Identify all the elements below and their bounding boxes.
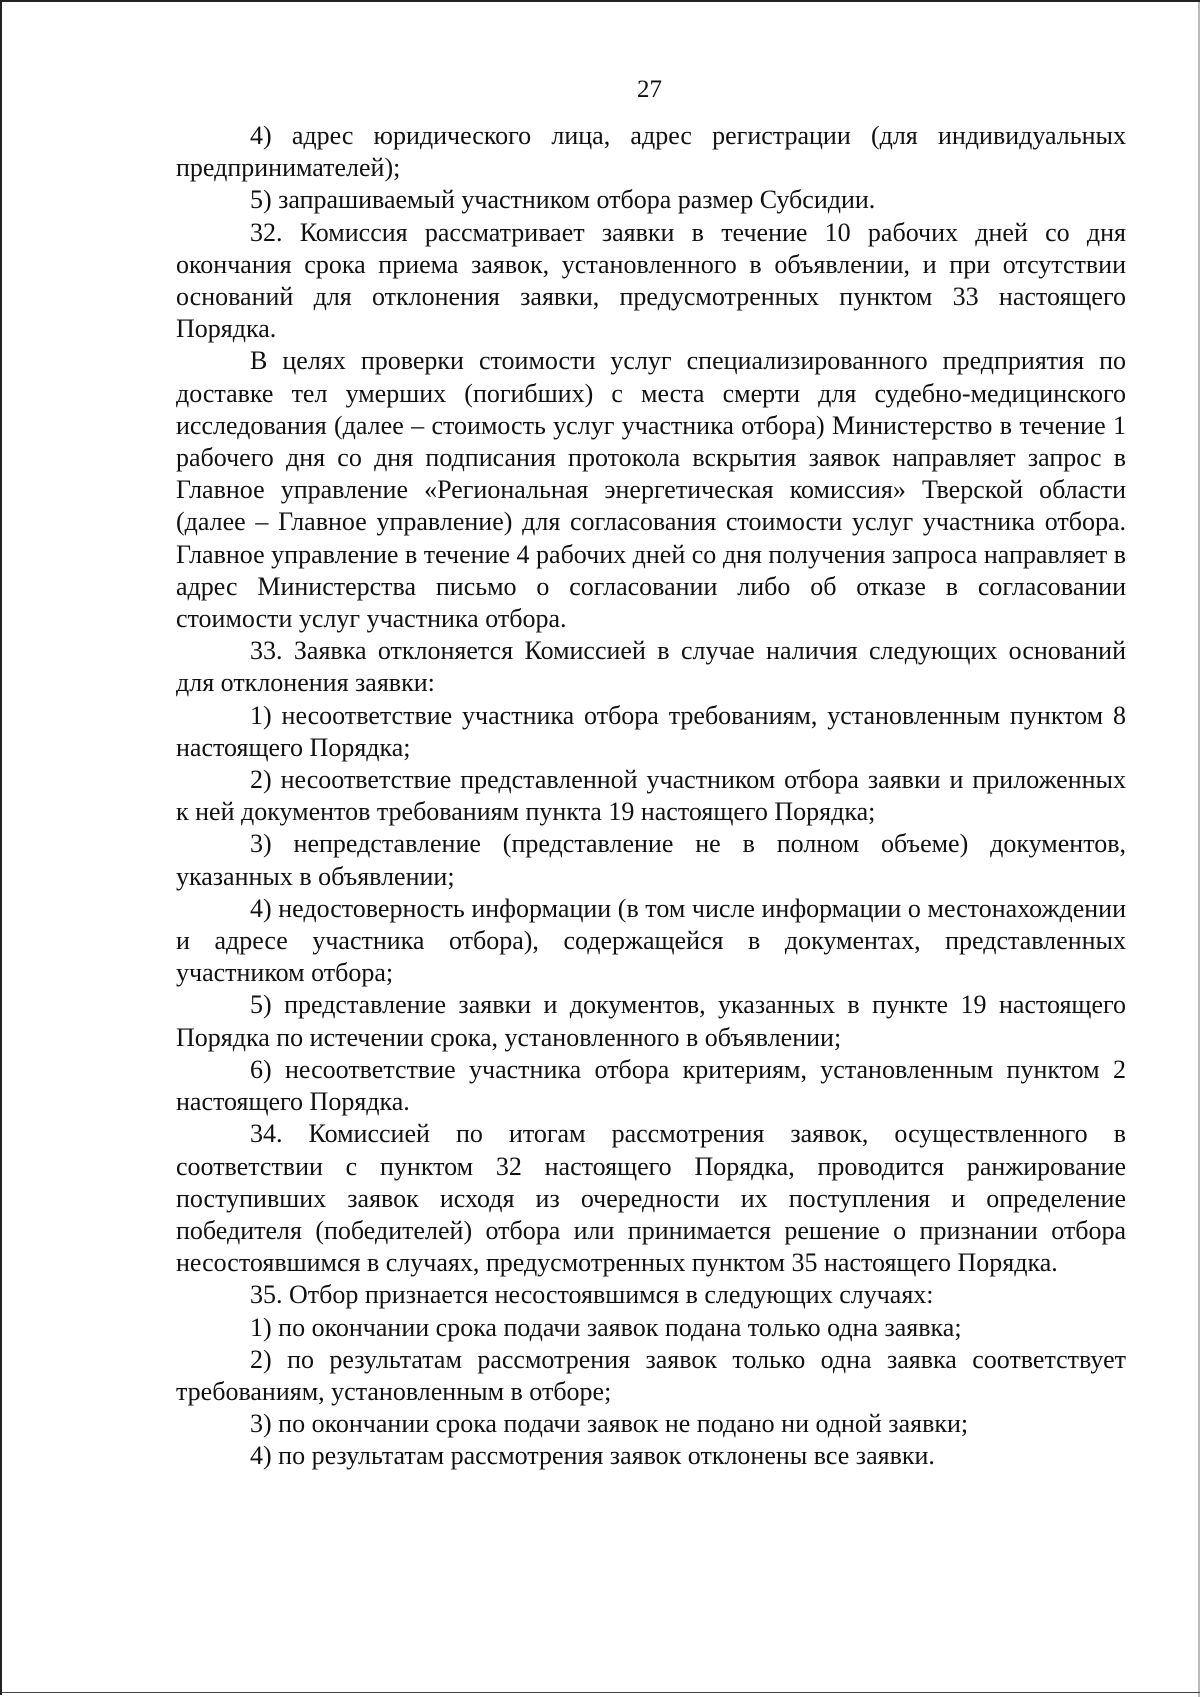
paragraph-item-5-subsidy-size: 5) запрашиваемый участником отбора размер Субсидии.	[250, 185, 876, 215]
paragraph-35-item-4: 4) по результатам рассмотрения заявок отклонены все заявки.	[250, 1441, 935, 1471]
paragraph-35: 35. Отбор признается несостоявшимся в следующих случаях:	[250, 1280, 934, 1310]
paragraph-33-item-5: 5) представление заявки и документов, указанных в пункте 19 настоящего Порядка по истечении срока, установленного в объявлении;	[176, 990, 1126, 1052]
page-number: 27	[637, 76, 662, 103]
paragraph-item-4-address: 4) адрес юридического лица, адрес регистрации (для индивидуальных предпринимателей);	[176, 121, 1126, 183]
paragraph-35-item-3: 3) по окончании срока подачи заявок не подано ни одной заявки;	[250, 1409, 969, 1439]
paragraph-33-item-4: 4) недостоверность информации (в том числе информации о местонахождении и адресе участника отбора), содержащейся в документах, представленных участником отбора;	[176, 893, 1126, 988]
paragraph-32: 32. Комиссия рассматривает заявки в течение 10 рабочих дней со дня окончания срока приема заявок, установленного в объявлении, и при отсутствии оснований для отклонения заявки, предусмотренных пунктом 33 настоящего Порядка.	[176, 217, 1126, 344]
scan-edge-bottom	[2, 1692, 1200, 1693]
document-body	[176, 120, 1126, 1473]
paragraph-33: 33. Заявка отклоняется Комиссией в случае наличия следующих оснований для отклонения заявки:	[176, 636, 1126, 698]
paragraph-cost-verification: В целях проверки стоимости услуг специализированного предприятия по доставке тел умерших (погибших) с места смерти для судебно-медицинского исследования (далее – стоимость услуг участника отбора) Министерство в течение 1 рабочего дня со дня подписания протокола вскрытия заявок направляет запрос в Главное управление «Региональная энергетическая комиссия» Тверской области (далее – Главное управление) для согласования стоимости услуг участника отбора. Главное управление в течение 4 рабочих дней со дня получения запроса направляет в адрес Министерства письмо о согласовании либо об отказе в согласовании стоимости услуг участника отбора.	[176, 346, 1126, 634]
paragraph-33-item-3: 3) непредставление (представление не в полном объеме) документов, указанных в объявлении;	[176, 829, 1126, 891]
paragraph-35-item-1: 1) по окончании срока подачи заявок подана только одна заявка;	[250, 1312, 962, 1342]
paragraph-33-item-6: 6) несоответствие участника отбора критериям, установленным пунктом 2 настоящего Порядка.	[176, 1054, 1126, 1117]
paragraph-34: 34. Комиссией по итогам рассмотрения заявок, осуществленного в соответствии с пунктом 32 настоящего Порядка, проводится ранжирование поступивших заявок исходя из очередности их поступления и определение победителя (победителей) отбора или принимается решение о признании отбора несостоявшимся в случаях, предусмотренных пунктом 35 настоящего Порядка.	[176, 1119, 1126, 1278]
paragraph-35-item-2: 2) по результатам рассмотрения заявок только одна заявка соответствует требованиям, установленным в отборе;	[176, 1344, 1126, 1406]
paragraph-33-item-2: 2) несоответствие представленной участником отбора заявки и приложенных к ней документов требованиям пункта 19 настоящего Порядка;	[176, 765, 1126, 827]
paragraph-33-item-1: 1) несоответствие участника отбора требованиям, установленным пунктом 8 настоящего Порядка;	[176, 700, 1126, 762]
